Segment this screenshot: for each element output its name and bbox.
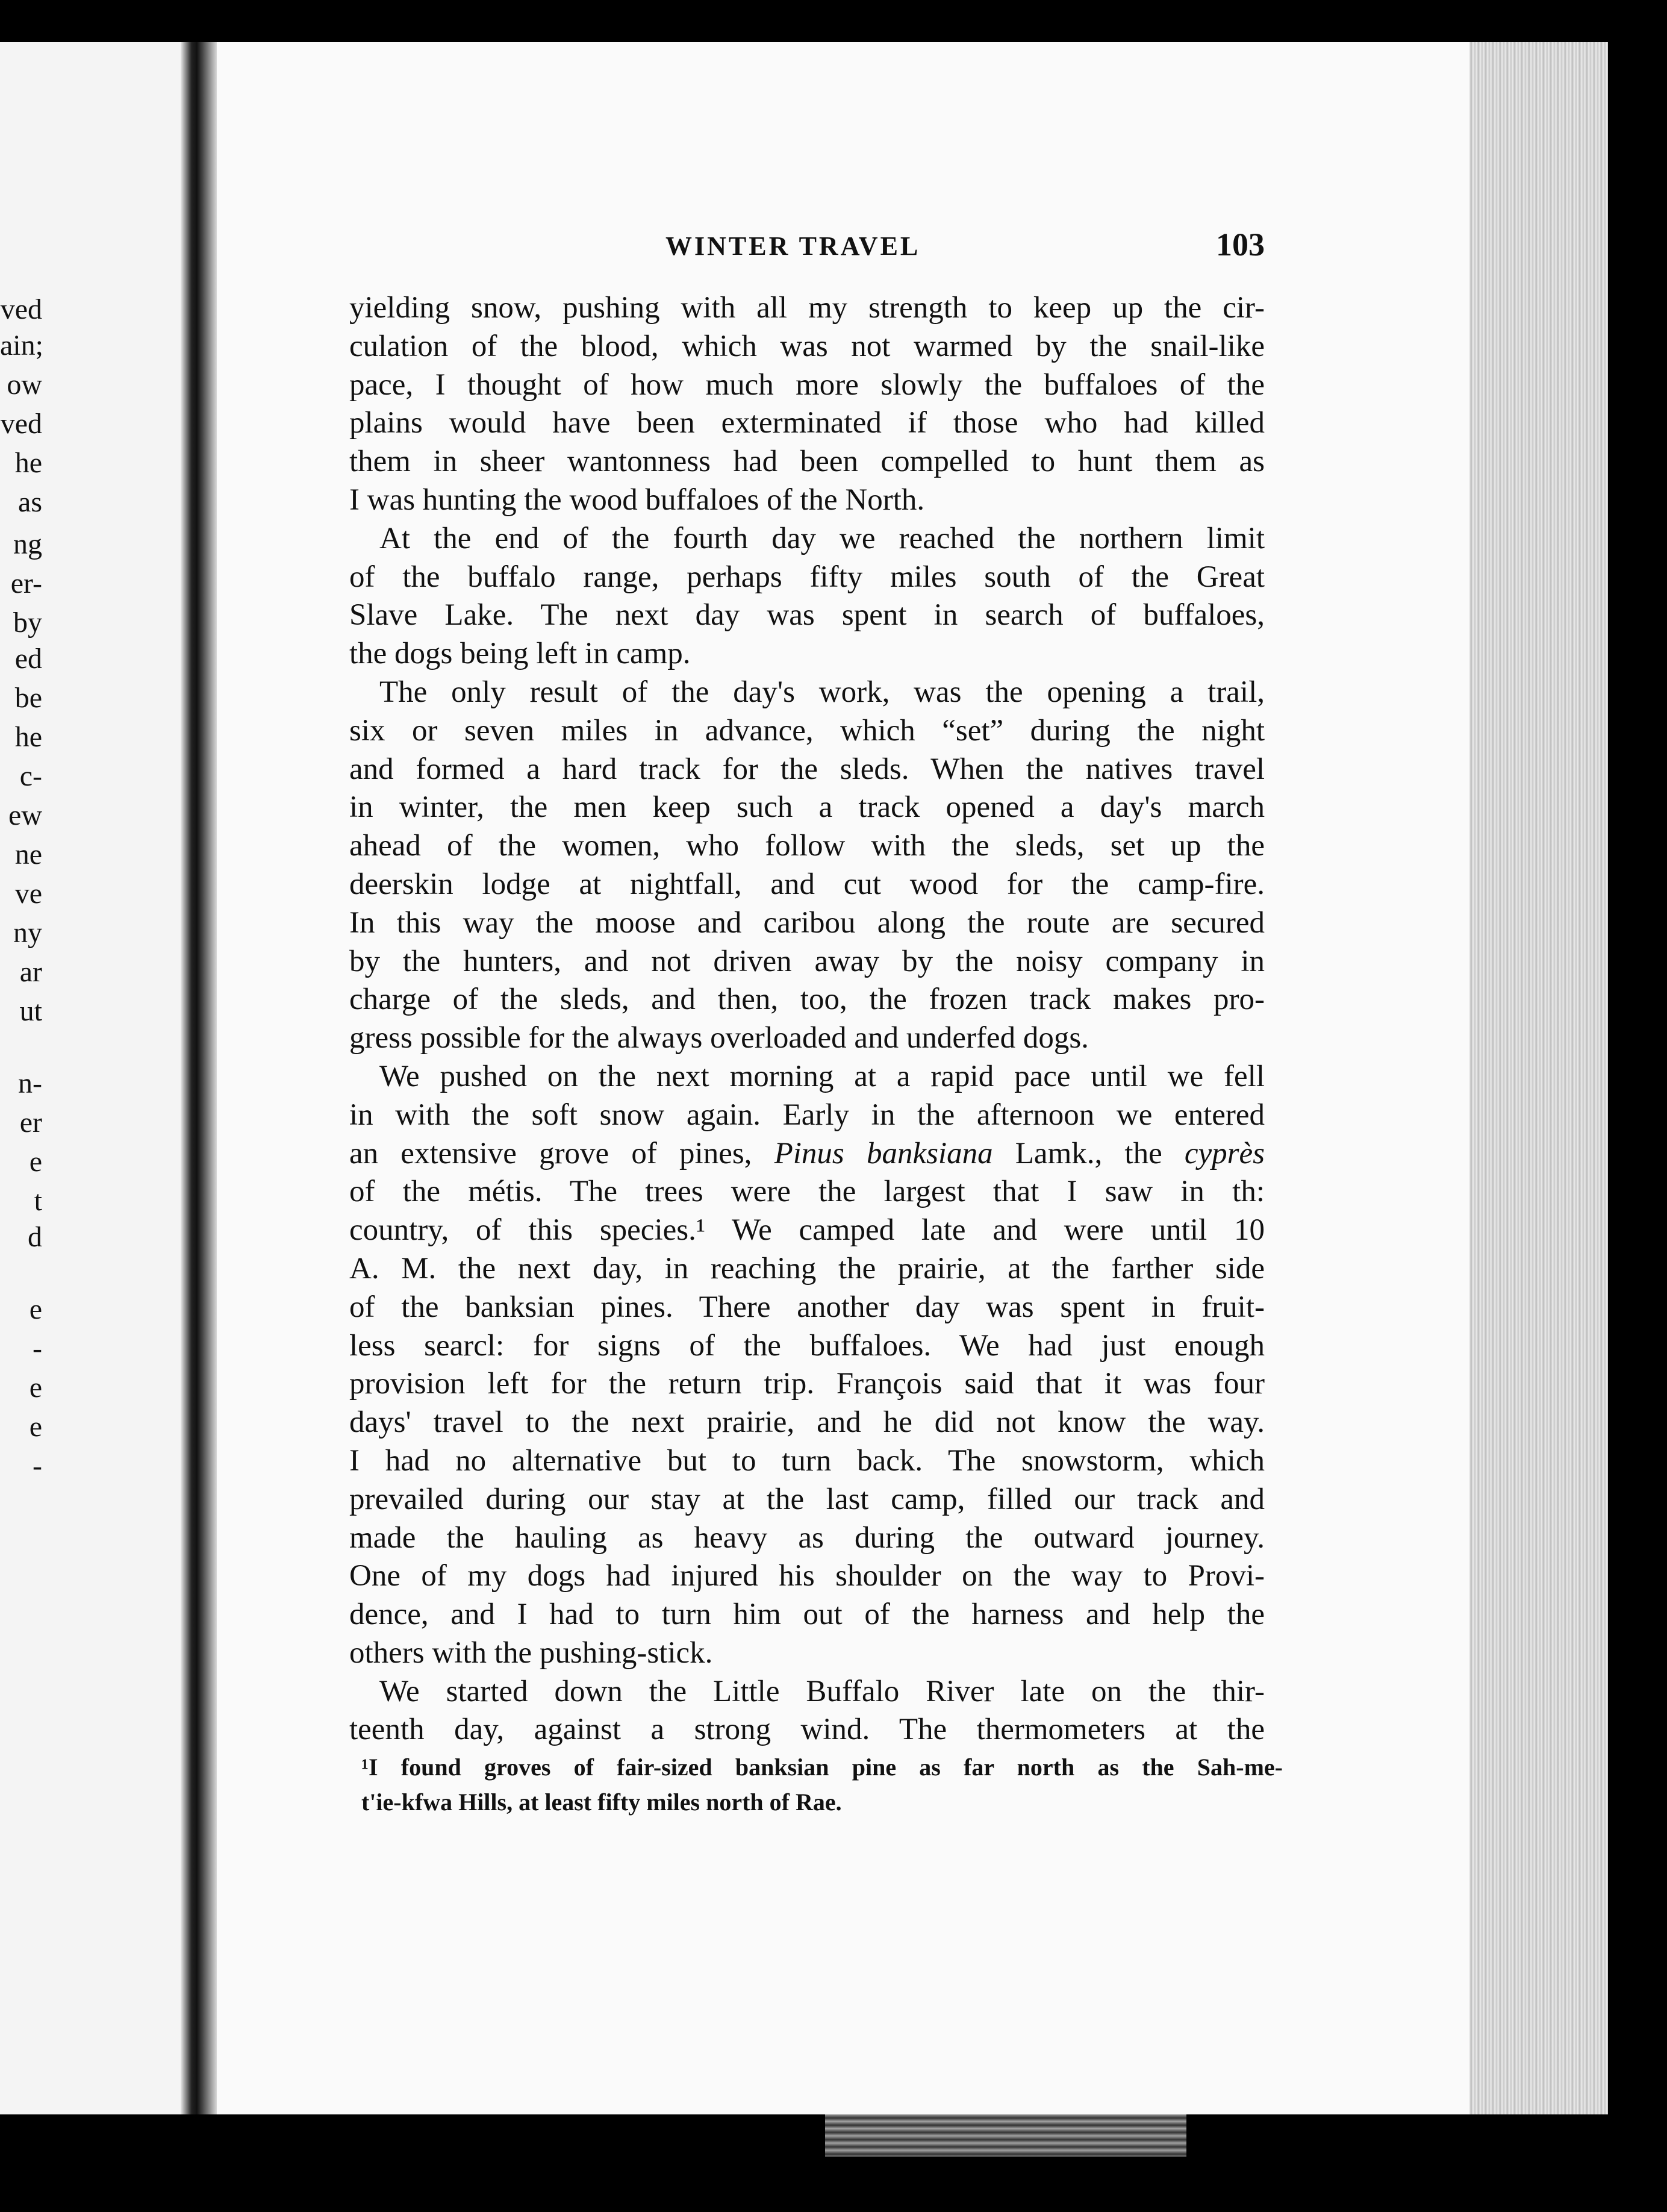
left-page-fragment: he xyxy=(14,721,42,753)
main-text xyxy=(349,289,1265,1749)
left-page-fragment: ve xyxy=(14,878,42,910)
text-line: I was hunting the wood buffaloes of the North. xyxy=(349,483,925,517)
text-line: others with the pushing-stick. xyxy=(349,1636,713,1670)
left-page-fragment: ne xyxy=(14,839,42,870)
text-line: teenth day, against a strong wind. The thermometers at the xyxy=(349,1713,1265,1747)
text-line: of the métis. The trees were the largest that I saw in th: xyxy=(349,1175,1265,1209)
text-line: them in sheer wantonness had been compelled to hunt them as xyxy=(349,445,1265,479)
left-page-fragment: ow xyxy=(7,369,42,401)
text-line: We started down the Little Buffalo River late on the thir- xyxy=(379,1674,1265,1708)
text-line: by the hunters, and not driven away by the noisy company in xyxy=(349,944,1265,978)
left-page-edge xyxy=(0,42,193,2114)
footnote-line: ¹I found groves of fair-sized banksian pine as far north as the Sah-me- xyxy=(361,1754,1283,1781)
left-page-fragment: by xyxy=(13,607,42,639)
left-page-fragment: - xyxy=(33,1333,42,1364)
text-line: Slave Lake. The next day was spent in search of buffaloes, xyxy=(349,598,1265,633)
text-line: I had no alternative but to turn back. The snowstorm, which xyxy=(349,1443,1265,1478)
page-edges xyxy=(1469,42,1608,2114)
left-page-fragment: e xyxy=(29,1372,42,1404)
left-page-fragment: er xyxy=(19,1107,42,1139)
text-line: dence, and I had to turn him out of the harness and help the xyxy=(349,1598,1265,1632)
text-line: in with the soft snow again. Early in the afternoon we entered xyxy=(349,1098,1265,1132)
left-page-fragment: e xyxy=(29,1411,42,1443)
text-line: in winter, the men keep such a track opened a day's march xyxy=(349,790,1265,825)
text-line: provision left for the return trip. François said that it was four xyxy=(349,1367,1265,1401)
text-run: an extensive grove of pines, xyxy=(349,1136,774,1170)
left-page-fragment: d xyxy=(28,1221,42,1253)
running-header xyxy=(349,226,1265,268)
left-page-fragment: - xyxy=(33,1450,42,1482)
left-page-fragment: e xyxy=(29,1146,42,1178)
text-line: days' travel to the next prairie, and he did not know the way. xyxy=(349,1405,1265,1440)
text-line: country, of this species.¹ We camped late and were until 10 xyxy=(349,1213,1265,1248)
left-page-fragment: ed xyxy=(14,643,42,675)
text-line-with-italics xyxy=(349,1135,1265,1173)
left-page-fragment: t xyxy=(34,1185,42,1217)
text-line: culation of the blood, which was not warmed by the snail-like xyxy=(349,329,1265,363)
left-page-fragment: n- xyxy=(18,1067,42,1099)
left-page-fragment: er- xyxy=(10,567,42,599)
running-title: WINTER TRAVEL xyxy=(665,231,921,261)
text-run: Lamk., the xyxy=(992,1136,1185,1170)
page-number: 103 xyxy=(1216,227,1265,263)
text-line: In this way the moose and caribou along the route are secured xyxy=(349,905,1265,940)
scan-shadow xyxy=(825,2114,1186,2157)
left-page-fragment: ar xyxy=(19,956,42,988)
left-page-fragment: c- xyxy=(19,760,42,792)
text-line: We pushed on the next morning at a rapid pace until we fell xyxy=(379,1059,1265,1093)
left-page-fragment: ew xyxy=(8,799,42,831)
text-line: the dogs being left in camp. xyxy=(349,637,691,671)
text-line: At the end of the fourth day we reached the northern limit xyxy=(379,521,1265,555)
italic-species-name: Pinus banksiana xyxy=(774,1136,993,1170)
left-page-fragment: e xyxy=(29,1293,42,1325)
text-line: yielding snow, pushing with all my strength to keep up the cir- xyxy=(349,291,1265,325)
footnote xyxy=(361,1750,1283,1820)
text-line: and formed a hard track for the sleds. When the natives travel xyxy=(349,752,1265,786)
text-line: charge of the sleds, and then, too, the frozen track makes pro- xyxy=(349,983,1265,1017)
text-line: One of my dogs had injured his shoulder on the way to Provi- xyxy=(349,1559,1265,1593)
left-page-fragment: ng xyxy=(13,528,42,560)
text-line: prevailed during our stay at the last camp, filled our track and xyxy=(349,1482,1265,1516)
book-gutter xyxy=(181,42,217,2114)
left-page-fragment: ut xyxy=(19,995,42,1027)
text-line: A. M. the next day, in reaching the prairie, at the farther side xyxy=(349,1251,1265,1286)
left-page-fragment: he xyxy=(14,447,42,479)
text-line: plains would have been exterminated if those who had killed xyxy=(349,406,1265,440)
text-line: of the buffalo range, perhaps fifty miles south of the Great xyxy=(349,560,1265,594)
text-line: made the hauling as heavy as during the outward journey. xyxy=(349,1520,1265,1555)
text-line: gress possible for the always overloaded and underfed dogs. xyxy=(349,1021,1089,1055)
italic-term: cyprès xyxy=(1184,1136,1265,1170)
text-line: ahead of the women, who follow with the sleds, set up the xyxy=(349,829,1265,863)
left-page-fragment: ved xyxy=(0,293,42,325)
text-line: six or seven miles in advance, which “set” during the night xyxy=(349,713,1265,748)
text-line: deerskin lodge at nightfall, and cut wood for the camp-fire. xyxy=(349,867,1265,901)
text-line: pace, I thought of how much more slowly the buffaloes of the xyxy=(349,367,1265,402)
text-line: of the banksian pines. There another day was spent in fruit- xyxy=(349,1290,1265,1324)
text-line: The only result of the day's work, was the opening a trail, xyxy=(379,675,1265,709)
left-page-fragment: be xyxy=(14,682,42,714)
left-page-fragment: ved xyxy=(0,408,42,440)
left-page-fragment: ain; xyxy=(0,330,43,361)
footnote-line: t'ie-kfwa Hills, at least fifty miles north of Rae. xyxy=(361,1789,842,1816)
left-page-fragment: ny xyxy=(13,917,42,949)
text-line: less searcl: for signs of the buffaloes. We had just enough xyxy=(349,1328,1265,1363)
left-page-fragment: as xyxy=(18,486,42,518)
